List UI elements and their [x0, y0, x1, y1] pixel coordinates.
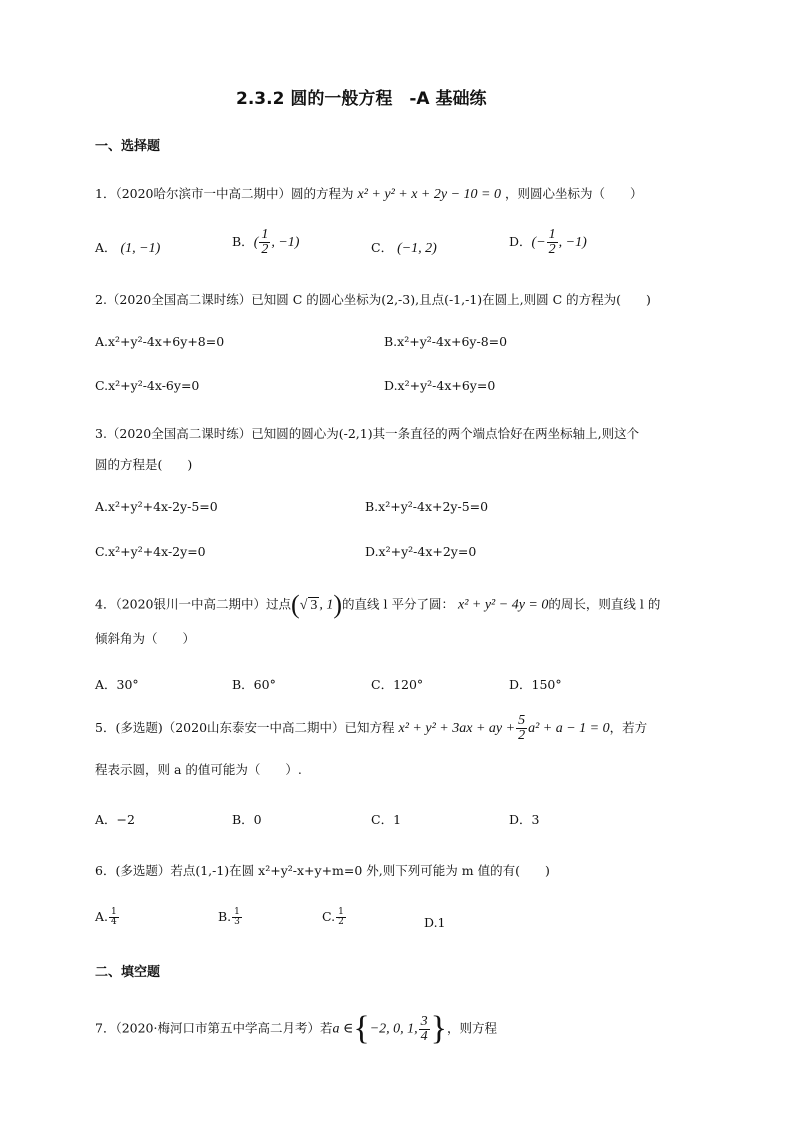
question-4-line-2: 倾斜角为（ ）	[95, 631, 196, 646]
q1-option-c-value: (−1, 2)	[397, 241, 437, 256]
question-1	[95, 184, 643, 203]
right-paren: )	[333, 590, 343, 619]
question-4-mid: 的直线 l 平分了圆：	[342, 596, 454, 612]
q3-option-d: D.x²+y²-4x+2y=0	[365, 544, 477, 559]
q4-option-c: C．120°	[371, 677, 424, 692]
question-5-equation-b: a² + a − 1 = 0	[528, 721, 610, 736]
q3-option-c: C.x²+y²+4x-2y=0	[95, 544, 206, 559]
sqrt-expression: √ 3	[299, 597, 318, 613]
q5-option-c: C．1	[371, 812, 402, 827]
q1-option-b-fraction: $\frac{1}{2}$	[261, 227, 269, 257]
q6-option-c-label: C.	[322, 909, 336, 924]
question-3-line-1: 3.（2020全国高二课时练）已知圆的圆心为(-2,1)其一条直径的两个端点恰好在两坐标轴上,则这个	[95, 426, 640, 441]
q2-option-a: A.x²+y²-4x+6y+8=0	[95, 334, 225, 349]
question-1-suffix: ，则圆心坐标为（ ）	[504, 186, 643, 201]
q1-option-b-tail: , −1)	[271, 235, 300, 250]
point-tail: , 1	[319, 597, 334, 613]
q6-option-d: D.1	[424, 915, 446, 930]
q3-option-b: B.x²+y²-4x+2y-5=0	[365, 499, 489, 514]
q5-option-d: D．3	[509, 812, 540, 827]
question-5-line-2: 程表示圆，则 a 的值可能为（ ）.	[95, 762, 302, 777]
question-7-set-values: −2, 0, 1,	[369, 1021, 418, 1037]
question-1-prefix: 1．（2020哈尔滨市一中高二期中）圆的方程为	[95, 186, 354, 201]
q1-option-c-label: C．	[371, 240, 394, 255]
q1-option-b-open: (	[253, 235, 259, 250]
q2-option-d: D.x²+y²-4x+6y=0	[384, 378, 496, 393]
q6-option-a-label: A.	[95, 909, 109, 924]
q1-option-a	[95, 238, 160, 257]
q6-option-a	[95, 908, 120, 927]
section-heading-fill: 二、填空题	[95, 965, 161, 980]
q6-option-c	[322, 908, 347, 927]
q1-option-a-value: (1, −1)	[120, 241, 161, 256]
question-2: 2.（2020全国高二课时练）已知圆 C 的圆心坐标为(2,-3),且点(-1,-1)在圆上,则圆 C 的方程为( )	[95, 292, 651, 307]
question-4-prefix: 4．（2020银川一中高二期中）过点	[95, 596, 292, 612]
question-6: 6．(多选题）若点(1,-1)在圆 x²+y²-x+y+m=0 外,则下列可能为 m 值的有( )	[95, 863, 550, 878]
question-4-equation: x² + y² − 4y = 0	[457, 597, 549, 613]
q1-option-a-label: A．	[95, 240, 117, 255]
q1-option-d	[509, 228, 587, 257]
question-7-prefix: 7．（2020·梅河口市第五中学高二月考）若	[95, 1020, 333, 1036]
q6-option-a-fraction: $\frac{1}{4}$	[111, 907, 117, 927]
question-1-equation: x² + y² + x + 2y − 10 = 0	[357, 187, 501, 202]
q1-option-d-label: D．	[509, 234, 532, 249]
question-4-suffix: 的周长，则直线 l 的	[548, 596, 661, 612]
question-5-prefix: 5．(多选题)（2020山东泰安一中高二期中）已知方程	[95, 720, 395, 735]
q1-option-d-tail: , −1)	[558, 235, 587, 250]
section-heading-choice: 一、选择题	[95, 139, 161, 154]
left-paren: (	[291, 590, 300, 619]
page-title: 2.3.2 圆的一般方程 -A 基础练	[236, 89, 487, 109]
q2-option-b: B.x²+y²-4x+6y-8=0	[384, 334, 508, 349]
question-7	[95, 1010, 497, 1048]
q4-option-b: B．60°	[232, 677, 276, 692]
q6-option-c-fraction: $\frac{1}{2}$	[338, 907, 344, 927]
q1-option-d-open: (−	[531, 235, 546, 250]
q1-option-b-label: B．	[232, 234, 254, 249]
question-5-suffix: ，若方	[609, 720, 648, 735]
question-5-equation-a: x² + y² + 3ax + ay +	[398, 721, 516, 736]
q6-option-b-label: B.	[218, 909, 232, 924]
question-4-line-1	[95, 590, 660, 620]
q1-option-c	[371, 238, 437, 257]
q4-option-a: A．30°	[95, 677, 139, 692]
q5-option-b: B．0	[232, 812, 262, 827]
question-5-fraction: $\frac{5}{2}$	[518, 713, 526, 743]
question-3-line-2: 圆的方程是( )	[95, 457, 193, 472]
q5-option-a: A．−2	[95, 812, 135, 827]
question-7-suffix: ，则方程	[446, 1020, 497, 1036]
question-5-line-1	[95, 714, 647, 743]
left-brace: {	[353, 1010, 370, 1047]
q6-option-b	[218, 908, 243, 927]
q1-option-b	[232, 228, 299, 257]
q2-option-c: C.x²+y²-4x-6y=0	[95, 378, 200, 393]
q6-option-b-fraction: $\frac{1}{3}$	[234, 907, 240, 927]
q4-option-d: D．150°	[509, 677, 562, 692]
question-7-set-membership: a ∈	[332, 1021, 354, 1037]
question-7-fraction: $\frac{3}{4}$	[420, 1013, 428, 1044]
right-brace: }	[430, 1010, 447, 1047]
q3-option-a: A.x²+y²+4x-2y-5=0	[95, 499, 218, 514]
q1-option-d-fraction: $\frac{1}{2}$	[548, 227, 556, 257]
